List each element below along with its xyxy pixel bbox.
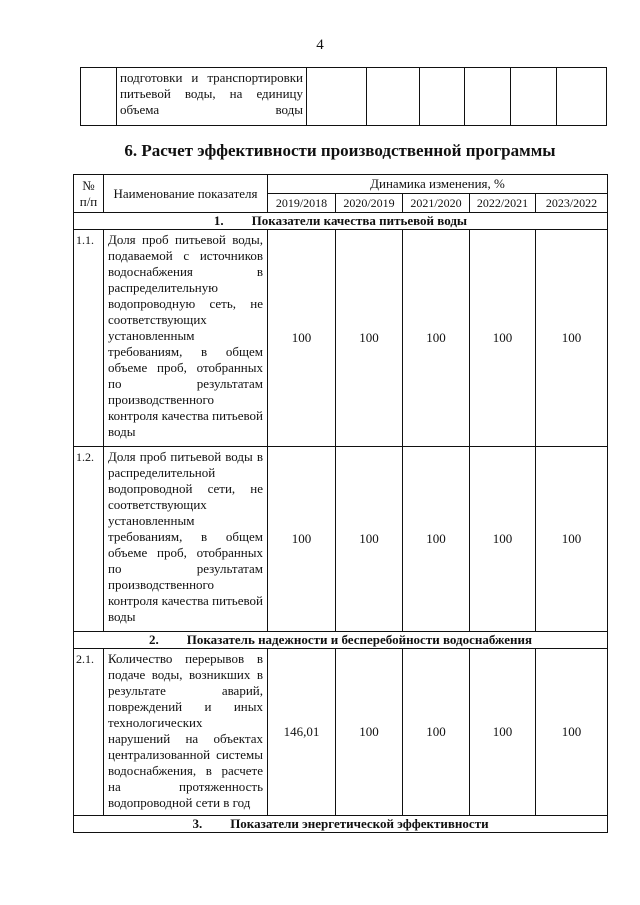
header-row: [74, 175, 608, 194]
indicator-name: Доля проб питьевой воды в распределительной водопроводной сети, не соответствующих установленным требованиям, в общем объеме проб, отобранных по результатам производственного контроля качества питьевой воды: [104, 447, 268, 632]
section-title-cell: [74, 816, 608, 833]
col-dynamics-header: Динамика изменения, %: [268, 175, 608, 194]
value-cell: 100: [470, 230, 536, 447]
continuation-num-cell: [81, 68, 117, 126]
continuation-label: подготовки и транспортировки питьевой воды, на единицу объема воды: [117, 68, 307, 126]
value-cell: 100: [470, 649, 536, 816]
year-header: 2022/2021: [470, 194, 536, 213]
row-number: 1.1.: [74, 230, 104, 447]
efficiency-table: [73, 174, 608, 833]
section-title: Показатели качества питьевой воды: [251, 213, 468, 228]
value-cell: 100: [536, 447, 608, 632]
value-cell: 100: [470, 447, 536, 632]
value-cell: 100: [403, 447, 470, 632]
empty-cell: [420, 68, 465, 126]
section-title: Показатели энергетической эффективности: [230, 816, 489, 831]
page-number: 4: [316, 37, 324, 53]
value-cell: 100: [403, 649, 470, 816]
empty-cell: [557, 68, 607, 126]
col-no-header: № п/п: [74, 175, 104, 213]
table-row: [74, 649, 608, 816]
indicator-name: Количество перерывов в подаче воды, возникших в результате аварий, повреждений и иных технологических нарушений на объектах централизованной системы водоснабжения, в расчете на протяженность водопроводной сети в год: [104, 649, 268, 816]
section-title: Показатель надежности и бесперебойности водоснабжения: [186, 632, 533, 647]
value-cell: 100: [336, 649, 403, 816]
continuation-row: [81, 68, 607, 126]
year-header: 2019/2018: [268, 194, 336, 213]
value-cell: 100: [336, 447, 403, 632]
row-number: 2.1.: [74, 649, 104, 816]
value-cell: 146,01: [268, 649, 336, 816]
value-cell: 100: [268, 447, 336, 632]
value-cell: 100: [336, 230, 403, 447]
row-number: 1.2.: [74, 447, 104, 632]
year-header: 2023/2022: [536, 194, 608, 213]
section-row: [74, 213, 608, 230]
empty-cell: [465, 68, 511, 126]
section-number: 3.: [192, 816, 203, 831]
section-row: [74, 816, 608, 833]
empty-cell: [511, 68, 557, 126]
table-row: [74, 447, 608, 632]
empty-cell: [307, 68, 367, 126]
section-title-cell: [74, 632, 608, 649]
value-cell: 100: [268, 230, 336, 447]
empty-cell: [367, 68, 420, 126]
year-header: 2020/2019: [336, 194, 403, 213]
section-number: 1.: [213, 213, 224, 228]
continuation-table: [80, 67, 607, 126]
year-header: 2021/2020: [403, 194, 470, 213]
section-number: 2.: [148, 632, 159, 647]
value-cell: 100: [536, 230, 608, 447]
table-row: [74, 230, 608, 447]
value-cell: 100: [536, 649, 608, 816]
section-title-cell: [74, 213, 608, 230]
indicator-name: Доля проб питьевой воды, подаваемой с источников водоснабжения в распределительную водопроводную сеть, не соответствующих установленным требованиям, в общем объеме проб, отобранных по результатам производственного контроля качества питьевой воды: [104, 230, 268, 447]
section-heading: 6. Расчет эффективности производственной программы: [124, 141, 556, 160]
value-cell: 100: [403, 230, 470, 447]
col-name-header: Наименование показателя: [104, 175, 268, 213]
section-row: [74, 632, 608, 649]
